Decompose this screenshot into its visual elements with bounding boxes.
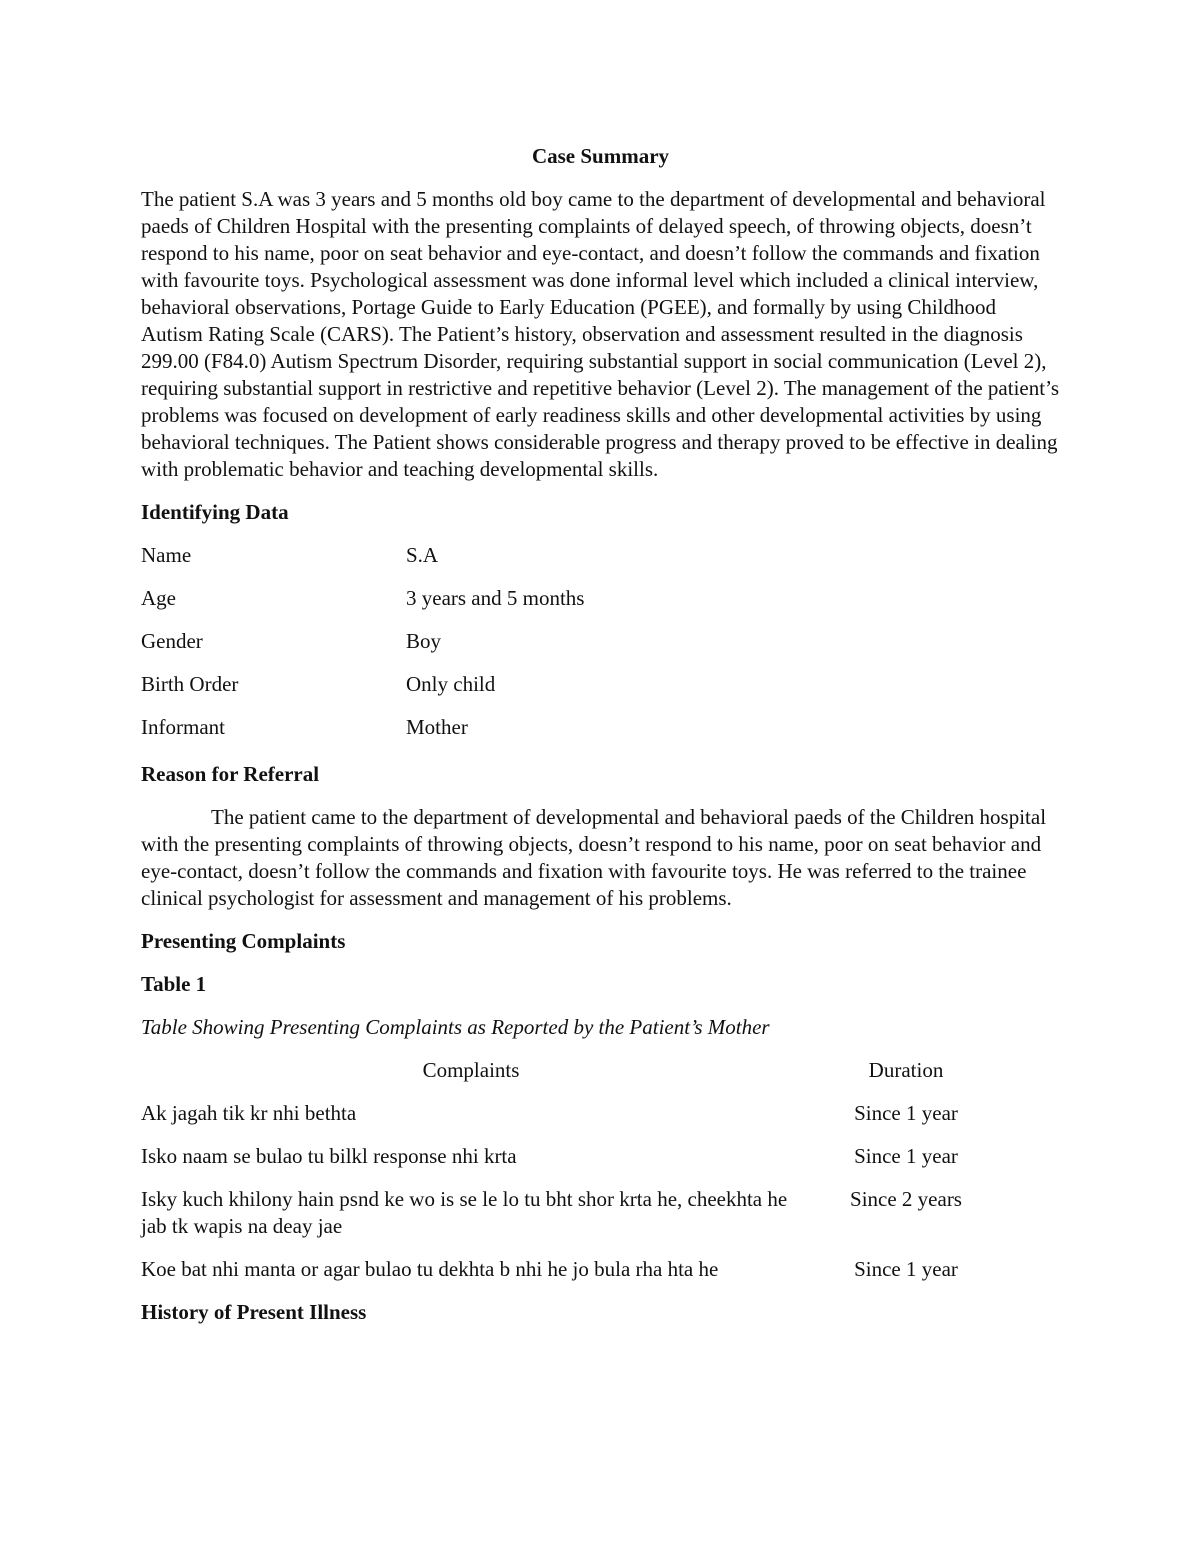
identifying-data-table [141,542,1060,757]
presenting-complaints-heading: Presenting Complaints [141,929,346,953]
complaint-cell: Isky kuch khilony hain psnd ke wo is se le lo tu bht shor krta he, cheekhta he jab tk wapis na deay jae [141,1187,788,1238]
document-title: Case Summary [531,144,670,168]
table-row [141,1186,1060,1256]
duration-cell: Since 2 years [850,1187,962,1211]
identifying-value: Boy [406,629,442,653]
duration-cell: Since 1 year [854,1144,958,1168]
column-header-complaints: Complaints [422,1058,520,1082]
identifying-label: Age [141,586,176,610]
identifying-value: Mother [406,715,468,739]
identifying-row-informant [141,714,1060,757]
complaint-cell: Koe bat nhi manta or agar bulao tu dekhta b nhi he jo bula rha hta he [141,1257,719,1281]
complaints-table [141,1057,1060,1299]
table-row [141,1256,1060,1299]
identifying-row-birth-order [141,671,1060,714]
identifying-label: Name [141,543,192,567]
identifying-value: 3 years and 5 months [406,586,585,610]
table-label: Table 1 [141,972,207,996]
identifying-value: S.A [406,543,439,567]
case-summary-paragraph: The patient S.A was 3 years and 5 months old boy came to the department of developmental and behavioral paeds of Children Hospital with the presenting complaints of delayed speech, of throwing objects, doesn’t respond to his name, poor on seat behavior and eye-contact, and doesn’t follow the commands and fixation with favourite toys. Psychological assessment was done informal level which included a clinical interview, behavioral observations, Portage Guide to Early Education (PGEE), and formally by using Childhood Autism Rating Scale (CARS). The Patient’s history, observation and assessment resulted in the diagnosis 299.00 (F84.0) Autism Spectrum Disorder, requiring substantial support in social communication (Level 2), requiring substantial support in restrictive and repetitive behavior (Level 2). The management of the patient’s problems was focused on development of early readiness skills and other developmental activities by using behavioral techniques. The Patient shows considerable progress and therapy proved to be effective in dealing with problematic behavior and teaching developmental skills. [141,187,1060,481]
identifying-row-name [141,542,1060,585]
table-row [141,1100,1060,1143]
identifying-row-age [141,585,1060,628]
duration-cell: Since 1 year [854,1257,958,1281]
reason-for-referral-heading: Reason for Referral [141,762,320,786]
history-of-present-illness-heading: History of Present Illness [141,1300,367,1324]
reason-for-referral-paragraph: The patient came to the department of developmental and behavioral paeds of the Children hospital with the presenting complaints of throwing objects, doesn’t respond to his name, poor on seat behavior and eye-contact, doesn’t follow the commands and fixation with favourite toys. He was referred to the trainee clinical psychologist for assessment and management of his problems. [141,805,1047,910]
duration-cell: Since 1 year [854,1101,958,1125]
identifying-data-heading: Identifying Data [141,500,289,524]
complaint-cell: Ak jagah tik kr nhi bethta [141,1101,357,1125]
identifying-value: Only child [406,672,496,696]
identifying-label: Gender [141,629,203,653]
identifying-label: Informant [141,715,225,739]
table-caption: Table Showing Presenting Complaints as Reported by the Patient’s Mother [141,1015,770,1039]
column-header-duration: Duration [868,1058,944,1082]
table-row [141,1143,1060,1186]
complaints-table-header [141,1057,1060,1100]
complaint-cell: Isko naam se bulao tu bilkl response nhi krta [141,1144,517,1168]
identifying-label: Birth Order [141,672,239,696]
identifying-row-gender [141,628,1060,671]
